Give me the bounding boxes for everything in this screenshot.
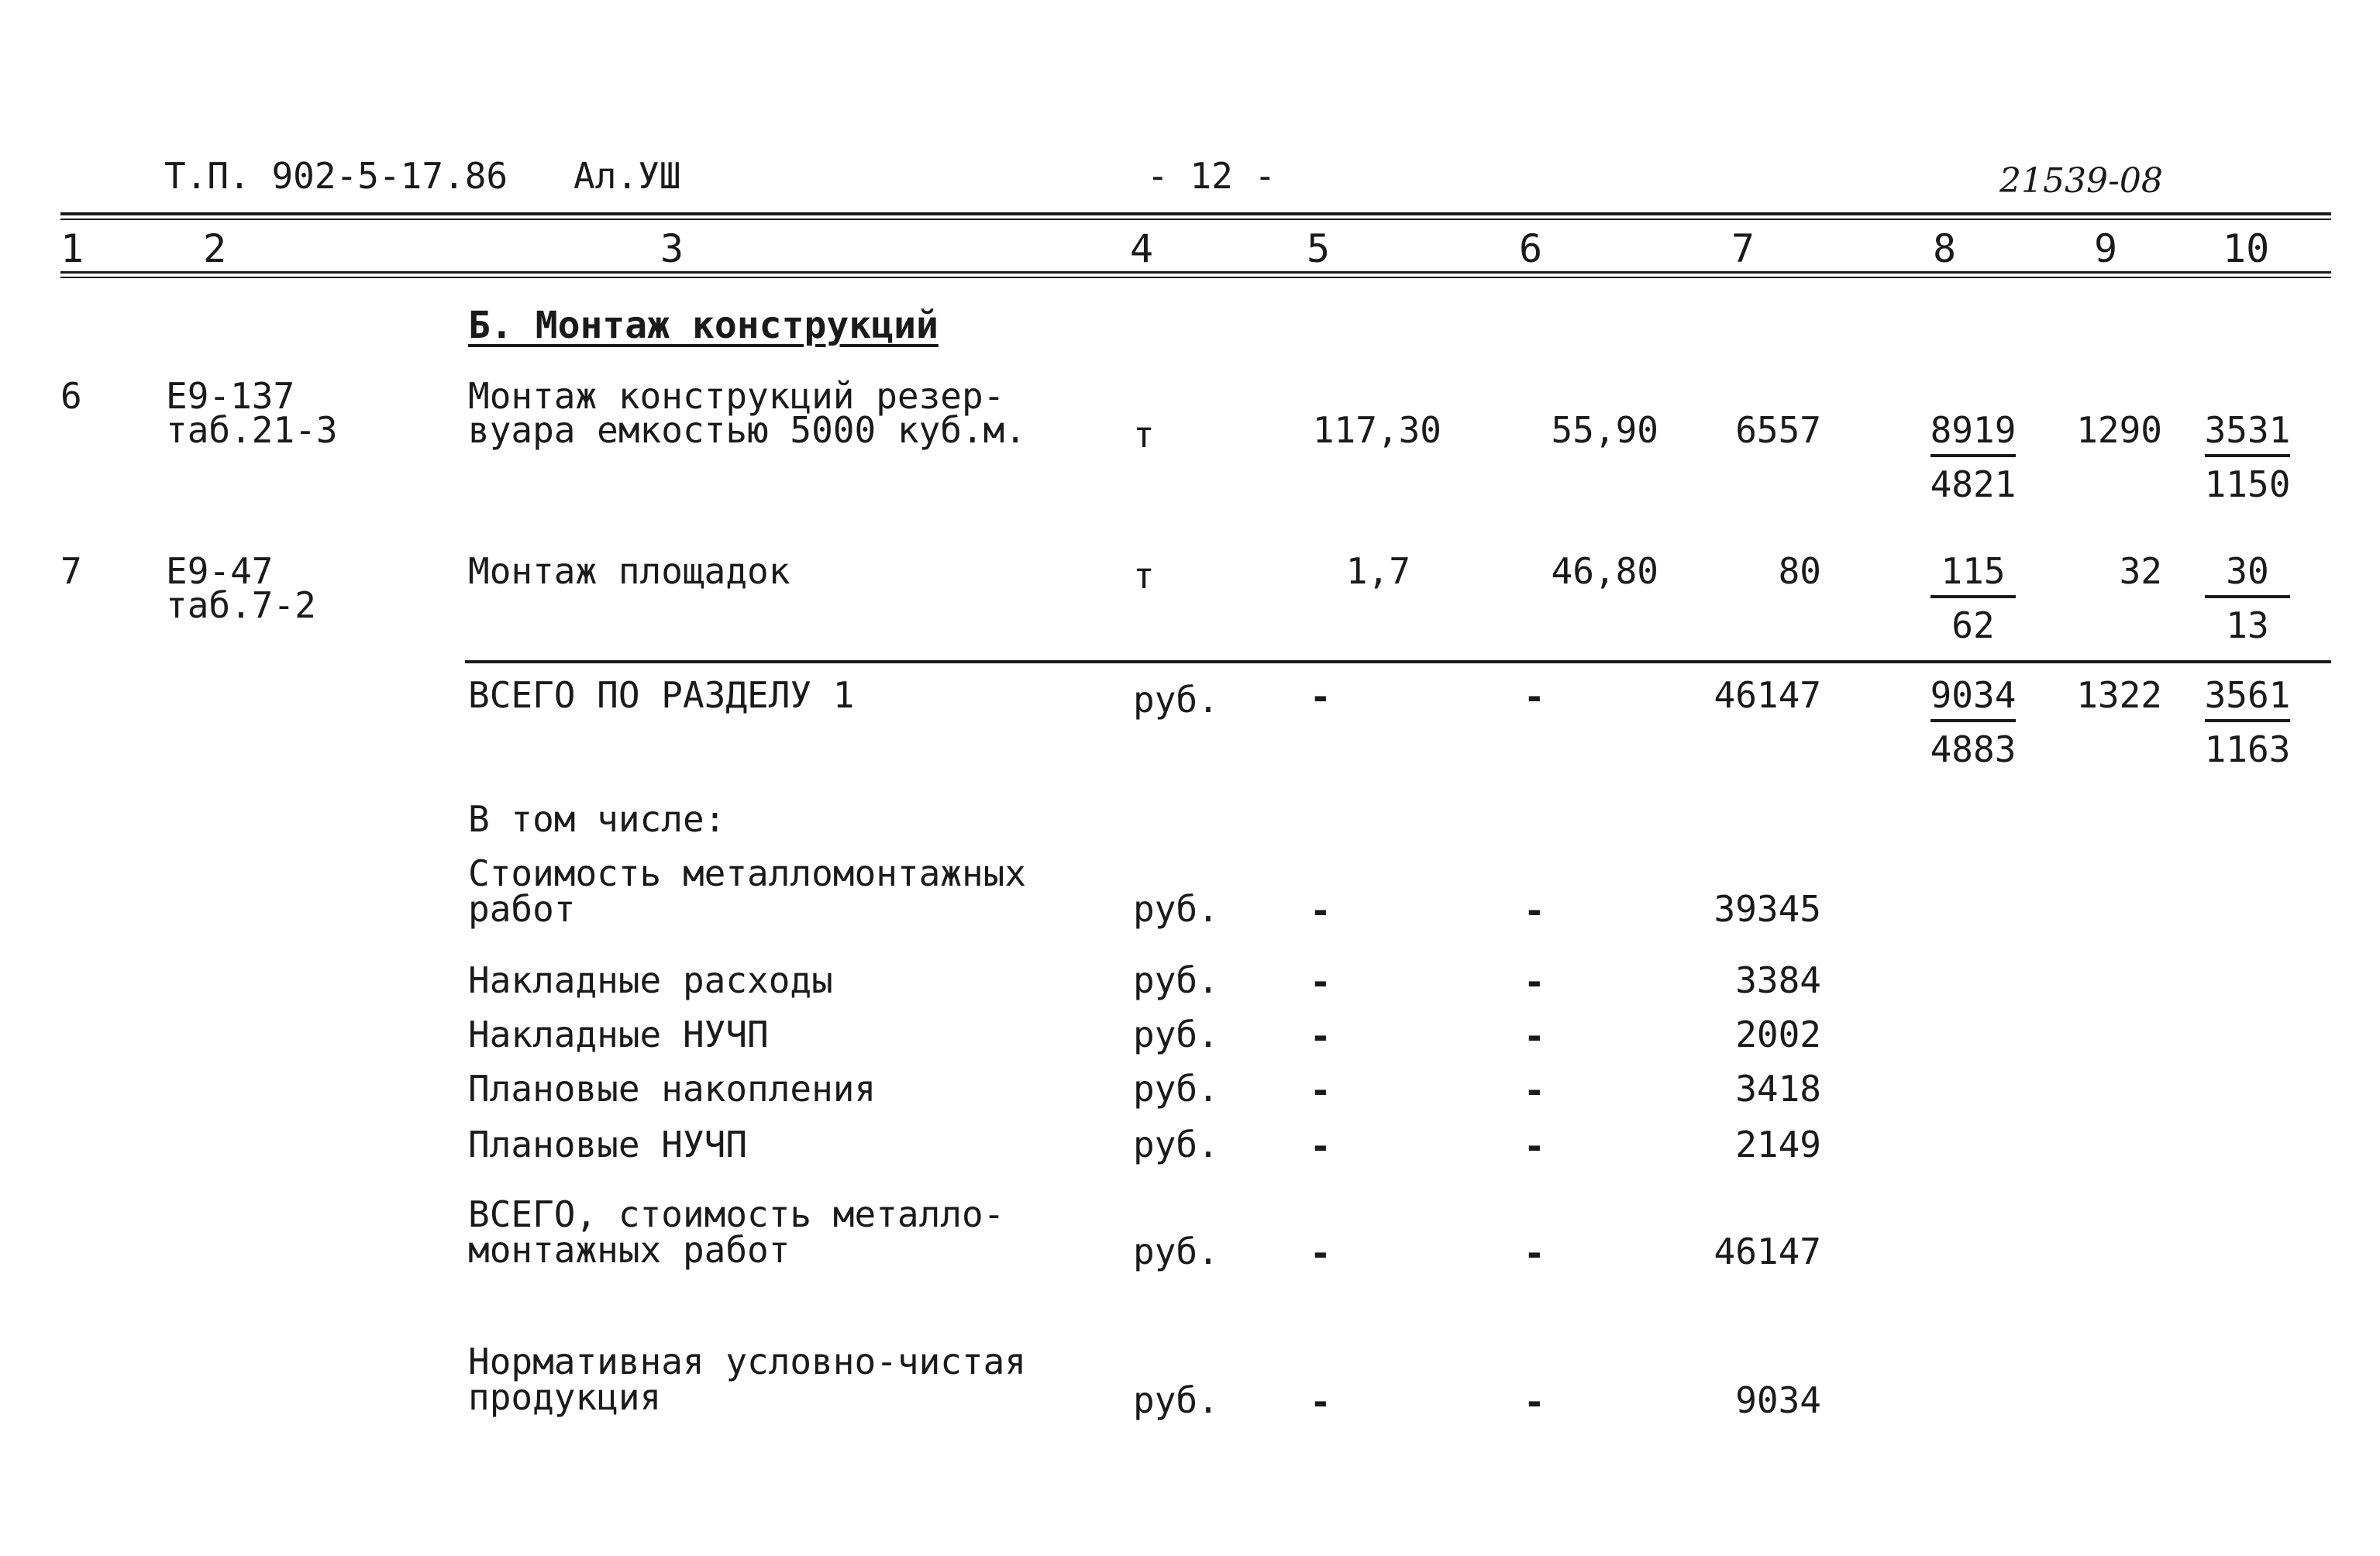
- breakdown-dash-col5: -: [1310, 890, 1331, 931]
- subtotal-col8-bottom: 4883: [1930, 728, 2017, 770]
- breakdown-dash-col5: -: [1310, 1069, 1331, 1111]
- row-name-cont: вуара емкостью 5000 куб.м.: [468, 409, 1027, 451]
- subtotal-col9: 1322: [2076, 674, 2162, 716]
- column-number: 7: [1731, 226, 1755, 271]
- breakdown-label-cont: работ: [468, 888, 576, 930]
- breakdown-dash-col5: -: [1310, 961, 1331, 1003]
- subtotal-label: ВСЕГО ПО РАЗДЕЛУ 1: [468, 674, 855, 716]
- fraction-bar: [2205, 719, 2290, 722]
- row-col8-bottom: 62: [1951, 604, 1995, 646]
- inventory-stamp: 21539-08: [1999, 161, 2163, 201]
- subtotal-dash-col6: -: [1524, 676, 1545, 718]
- row-total: 80: [1778, 550, 1821, 592]
- breakdown-value: 3384: [1735, 959, 1821, 1001]
- breakdown-value: 46147: [1714, 1231, 1821, 1272]
- row-total: 6557: [1735, 409, 1821, 451]
- breakdown-dash-col5: -: [1310, 1232, 1331, 1274]
- row-col10-bottom: 13: [2226, 604, 2269, 646]
- fraction-bar: [1931, 595, 2016, 598]
- breakdown-label: ВСЕГО, стоимость металло-: [468, 1193, 1005, 1235]
- breakdown-dash-col6: -: [1524, 1069, 1545, 1111]
- breakdown-dash-col5: -: [1310, 1015, 1331, 1057]
- breakdown-dash-col6: -: [1524, 1015, 1545, 1057]
- subtotal-dash-col5: -: [1310, 676, 1331, 718]
- row-code-table: таб.21-3: [166, 409, 338, 451]
- row-col10-bottom: 1150: [2204, 463, 2291, 505]
- header-top-rule-thin: [60, 219, 2331, 220]
- row-unit: т: [1133, 414, 1155, 456]
- row-col10-top: 30: [2226, 550, 2269, 592]
- row-col8-fraction: [1919, 552, 2027, 645]
- row-unit-price: 46,80: [1551, 550, 1658, 592]
- document-reference: Т.П. 902-5-17.86: [164, 155, 508, 197]
- column-header-rule: [60, 271, 2331, 274]
- section-title: Б. Монтаж конструкций: [468, 304, 939, 347]
- row-col10-fraction: [2193, 552, 2302, 645]
- subtotal-col10-bottom: 1163: [2204, 728, 2291, 770]
- row-code: Е9-137: [166, 375, 295, 417]
- breakdown-dash-col6: -: [1524, 890, 1545, 931]
- breakdown-dash-col6: -: [1524, 1381, 1545, 1423]
- breakdown-label: Накладные НУЧП: [468, 1014, 769, 1055]
- breakdown-unit: руб.: [1133, 1068, 1219, 1110]
- row-col8-top: 8919: [1930, 409, 2017, 451]
- subtotal-unit: руб.: [1133, 679, 1219, 721]
- row-code-table: таб.7-2: [166, 584, 316, 626]
- column-number: 3: [660, 226, 684, 271]
- breakdown-dash-col5: -: [1310, 1125, 1331, 1167]
- column-number: 2: [203, 226, 227, 271]
- subtotal-col8-fraction: [1919, 676, 2027, 769]
- breakdown-unit: руб.: [1133, 959, 1219, 1001]
- row-unit-price: 55,90: [1551, 409, 1658, 451]
- breakdown-value: 2002: [1735, 1014, 1821, 1055]
- breakdown-unit: руб.: [1133, 1379, 1219, 1421]
- breakdown-dash-col6: -: [1524, 1232, 1545, 1274]
- row-name: Монтаж площадок: [468, 550, 790, 592]
- row-col9: 1290: [2076, 409, 2162, 451]
- breakdown-dash-col6: -: [1524, 1125, 1545, 1167]
- breakdown-value: 39345: [1714, 888, 1821, 930]
- row-quantity: 1,7: [1345, 550, 1410, 592]
- breakdown-unit: руб.: [1133, 1014, 1219, 1055]
- breakdown-label-cont: монтажных работ: [468, 1229, 790, 1271]
- fraction-bar: [2205, 454, 2290, 457]
- column-header-rule-thin: [60, 277, 2331, 278]
- row-number: 6: [60, 375, 82, 417]
- subtotal-col10-top: 3561: [2204, 674, 2291, 716]
- row-col8-bottom: 4821: [1930, 463, 2017, 505]
- column-number: 8: [1933, 226, 1957, 271]
- breakdown-label-cont: продукция: [468, 1376, 662, 1418]
- subtotal-col8-top: 9034: [1930, 674, 2017, 716]
- fraction-bar: [1931, 719, 2016, 722]
- breakdown-value: 9034: [1735, 1379, 1821, 1421]
- breakdown-dash-col5: -: [1310, 1381, 1331, 1423]
- column-number: 5: [1307, 226, 1331, 271]
- row-name: Монтаж конструкций резер-: [468, 375, 1005, 417]
- row-col10-fraction: [2193, 411, 2302, 504]
- row-col9: 32: [2119, 550, 2162, 592]
- row-col10-top: 3531: [2204, 409, 2291, 451]
- row-number: 7: [60, 550, 82, 592]
- row-unit: т: [1133, 555, 1155, 597]
- breakdown-unit: руб.: [1133, 888, 1219, 930]
- column-number: 6: [1519, 226, 1543, 271]
- subtotal-col10-fraction: [2193, 676, 2302, 769]
- breakdown-value: 2149: [1735, 1124, 1821, 1165]
- breakdown-intro: В том числе:: [468, 798, 726, 840]
- breakdown-label: Накладные расходы: [468, 959, 833, 1001]
- album-label: Ал.УШ: [573, 155, 681, 197]
- breakdown-label: Плановые накопления: [468, 1068, 877, 1110]
- breakdown-dash-col6: -: [1524, 961, 1545, 1003]
- row-quantity: 117,30: [1312, 409, 1441, 451]
- breakdown-value: 3418: [1735, 1068, 1821, 1110]
- row-col8-top: 115: [1941, 550, 2006, 592]
- column-number: 9: [2094, 226, 2118, 271]
- subtotal-rule: [465, 660, 2331, 663]
- column-number: 4: [1130, 226, 1154, 271]
- row-code: Е9-47: [166, 550, 274, 592]
- breakdown-label: Плановые НУЧП: [468, 1124, 748, 1165]
- header-top-rule: [60, 212, 2331, 215]
- breakdown-unit: руб.: [1133, 1231, 1219, 1272]
- breakdown-label: Стоимость металломонтажных: [468, 852, 1027, 894]
- row-col8-fraction: [1919, 411, 2027, 504]
- fraction-bar: [1931, 454, 2016, 457]
- fraction-bar: [2205, 595, 2290, 598]
- subtotal-total: 46147: [1714, 674, 1821, 716]
- page-number: - 12 -: [1147, 155, 1276, 197]
- column-number: 1: [60, 226, 84, 271]
- breakdown-label: Нормативная условно-чистая: [468, 1341, 1027, 1382]
- column-number: 10: [2223, 226, 2270, 271]
- breakdown-unit: руб.: [1133, 1124, 1219, 1165]
